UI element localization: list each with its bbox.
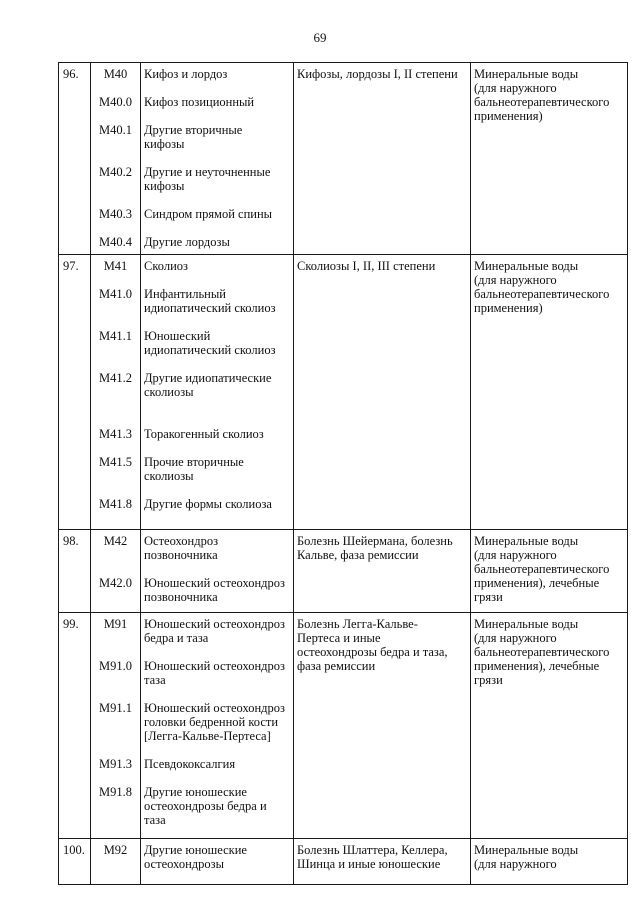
text-line: остеохондрозы бедра и таза, [297,645,448,659]
text-line: Кифоз позиционный [144,95,255,109]
icd-code: M42 [103,534,128,548]
text-line: бальнеотерапевтического [474,645,610,659]
icd-code: M41 [103,259,128,273]
text-line: остеохондрозы бедра и [144,799,267,813]
text-line: сколиозы [144,469,194,483]
row-number: 96. [59,63,91,255]
icd-code: M40.0 [99,95,132,109]
icd-codes-cell [91,613,141,839]
diagnosis-name [144,123,290,151]
icd-code: M41.0 [99,287,132,301]
disease-form-cell [294,839,471,885]
text-line: Кифоз и лордоз [144,67,228,81]
text-line: Болезнь Шейермана, болезнь [297,534,453,548]
text-line: идиопатический сколиоз [144,301,276,315]
text-line: Другие юношеские [144,843,247,857]
icd-code: M41.2 [99,371,132,385]
text-line: бальнеотерапевтического [474,95,610,109]
text-line: Прочие вторичные [144,455,244,469]
table-row [59,255,628,530]
diagnosis-names-cell [141,530,294,613]
text-line: (для наружного [474,81,557,95]
text-line: бальнеотерапевтического [474,287,610,301]
icd-codes-cell [91,839,141,885]
text-line: Пертеса и иные [297,631,381,645]
text-line: кифозы [144,179,185,193]
diagnosis-name [144,165,290,193]
diagnosis-names-cell [141,839,294,885]
text-line: Юношеский остеохондроз [144,617,285,631]
icd-code: M91.8 [99,785,132,799]
text-line: Сколиоз [144,259,188,273]
text-line: Шинца и иные юношеские [297,857,441,871]
icd-code: M91.3 [99,757,132,771]
diagnosis-name [144,497,290,511]
text-line: таза [144,813,166,827]
diagnosis-name [144,785,290,827]
icd-codes-cell [91,63,141,255]
icd-code: M40 [103,67,128,81]
diagnosis-name [144,455,290,483]
diagnosis-name [144,701,290,743]
text-line: Минеральные воды [474,617,579,631]
text-line: Юношеский остеохондроз [144,701,285,715]
diagnosis-name [144,287,290,315]
text-line: Другие вторичные [144,123,243,137]
disease-form-cell [294,255,471,530]
text-line: Торакогенный сколиоз [144,427,264,441]
icd-code: M91.1 [99,701,132,715]
text-line: позвоночника [144,590,218,604]
text-line: (для наружного [474,273,557,287]
text-line: Другие лордозы [144,235,230,249]
text-line: остеохондрозы [144,857,224,871]
text-line: Синдром прямой спины [144,207,273,221]
text-line: [Легга-Кальве-Пертеса] [144,729,271,743]
table-row [59,63,628,255]
table-row [59,839,628,885]
diagnosis-name [144,534,290,562]
text-line: применения), лечебные [474,576,600,590]
treatment-cell [471,530,628,613]
text-line: Остеохондроз [144,534,219,548]
icd-code: M41.1 [99,329,132,343]
text-line: Болезнь Шлаттера, Келлера, [297,843,448,857]
diagnosis-name [144,207,290,221]
icd-code: M41.5 [99,455,132,469]
icd-code: M91 [103,617,128,631]
icd-code: M40.4 [99,235,132,249]
diagnosis-name [144,67,290,81]
row-number: 100. [59,839,91,885]
text-line: Другие юношеские [144,785,247,799]
text-line: грязи [474,673,503,687]
text-line: Юношеский [144,329,211,343]
text-line: сколиозы [144,385,194,399]
text-line: таза [144,673,166,687]
text-line: Болезнь Легга-Кальве- [297,617,418,631]
diagnosis-name [144,235,290,249]
page-number: 69 [313,30,327,45]
text-line: головки бедренной кости [144,715,279,729]
icd-code: M40.2 [99,165,132,179]
diagnosis-name [144,371,290,399]
text-line: позвоночника [144,548,218,562]
diagnosis-names-cell [141,63,294,255]
text-line: (для наружного [474,857,557,871]
disease-table [58,62,628,885]
icd-code: M41.8 [99,497,132,511]
table-row [59,530,628,613]
icd-code: M41.3 [99,427,132,441]
text-line: Другие и неуточненные [144,165,271,179]
diagnosis-name [144,576,290,604]
text-line: грязи [474,590,503,604]
row-number: 98. [59,530,91,613]
diagnosis-name [144,329,290,357]
icd-codes-cell [91,530,141,613]
text-line: (для наружного [474,548,557,562]
diagnosis-name [144,259,290,273]
diagnosis-name [144,659,290,687]
text-line: фаза ремиссии [297,659,376,673]
text-line: Минеральные воды [474,843,579,857]
text-line: кифозы [144,137,185,151]
disease-form-cell [294,530,471,613]
icd-codes-cell [91,255,141,530]
text-line: Минеральные воды [474,534,579,548]
text-line: применения), лечебные [474,659,600,673]
table-body [59,63,628,885]
text-line: Другие идиопатические [144,371,272,385]
diagnosis-name [144,95,290,109]
icd-code: M42.0 [99,576,132,590]
text-line: Псевдококсалгия [144,757,236,771]
treatment-cell [471,63,628,255]
icd-code: M91.0 [99,659,132,673]
text-line: Юношеский остеохондроз [144,576,285,590]
text-line: Кальве, фаза ремиссии [297,548,419,562]
text-line: Сколиозы I, II, III степени [297,259,436,273]
table-row [59,613,628,839]
treatment-cell [471,613,628,839]
icd-code: M40.3 [99,207,132,221]
text-line: идиопатический сколиоз [144,343,276,357]
diagnosis-names-cell [141,255,294,530]
disease-form-cell [294,63,471,255]
diagnosis-name [144,757,290,771]
row-number: 99. [59,613,91,839]
text-line: применения) [474,109,543,123]
treatment-cell [471,255,628,530]
text-line: Юношеский остеохондроз [144,659,285,673]
text-line: Минеральные воды [474,259,579,273]
icd-code: M92 [103,843,128,857]
disease-form-cell [294,613,471,839]
text-line: Другие формы сколиоза [144,497,272,511]
diagnosis-names-cell [141,613,294,839]
text-line: бедра и таза [144,631,209,645]
diagnosis-name [144,427,290,441]
text-line: применения) [474,301,543,315]
text-line: (для наружного [474,631,557,645]
text-line: Минеральные воды [474,67,579,81]
treatment-cell [471,839,628,885]
icd-code: M40.1 [99,123,132,137]
row-number: 97. [59,255,91,530]
diagnosis-name [144,617,290,645]
text-line: Инфантильный [144,287,226,301]
text-line: Кифозы, лордозы I, II степени [297,67,458,81]
text-line: бальнеотерапевтического [474,562,610,576]
diagnosis-name [144,843,290,871]
